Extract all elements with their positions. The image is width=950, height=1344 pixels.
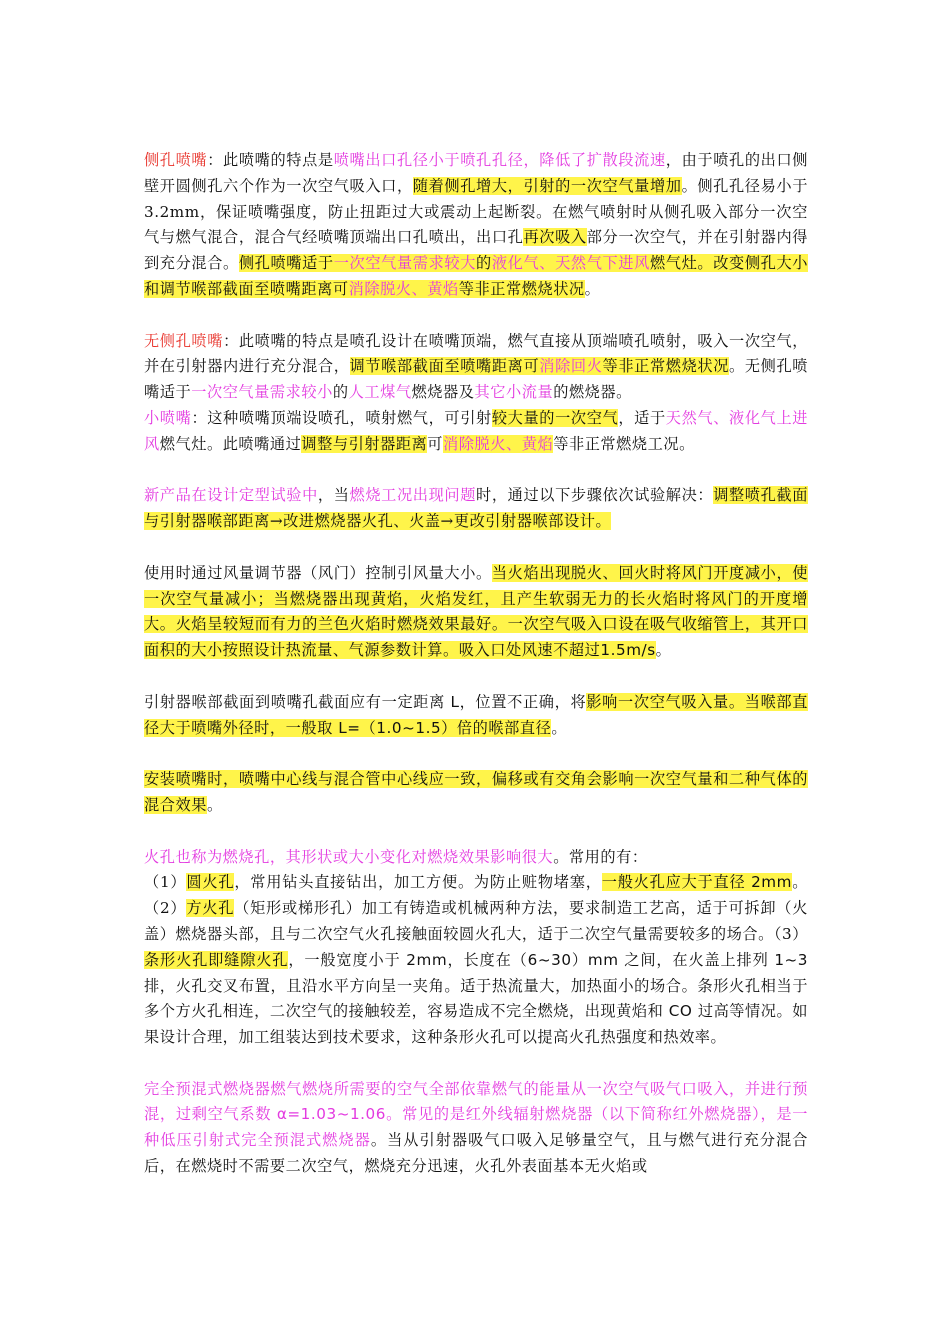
text-segment: 当火焰出现脱火、回火时将风门开度减小，使一次空气量减小；当燃烧器出现黄焰，火焰发红，且产生软弱无力的长火焰时将风门的开度增大。火焰呈较短而有力的兰色火焰时燃烧效果最好。一次空气吸入口设在吸气收缩管上，其开口面积的大小按照设计热流量、气源参数计算。吸入口处风速不超过 xyxy=(144,563,808,660)
paragraph-side-hole-nozzle xyxy=(144,148,814,303)
text-segment: 过高等情况。如果设计合理，加工组装达到技术要求，这种条形火孔可以提高火孔热强度和热效率。 xyxy=(144,1002,809,1047)
text-segment: 燃烧器及 xyxy=(411,383,475,402)
text-segment: 天然气、液化气上进风 xyxy=(144,408,809,453)
text-segment: 的 xyxy=(332,383,349,402)
text-segment: 1.5m/s xyxy=(600,641,656,660)
text-segment: 液化气、天然气下进风 xyxy=(491,254,650,273)
text-segment: α=1.03~1.06 xyxy=(276,1105,386,1124)
text-segment: 排，火孔交叉布置，且沿水平方向呈一夹角。适于热流量大，加热面小的场合。条形火孔相当于多个方火孔相连，二次空气的接触较差，容易造成不完全燃烧，出现黄焰和 xyxy=(144,950,814,1021)
text-segment: 小喷嘴 xyxy=(144,408,192,427)
text-segment: ，当 xyxy=(317,486,350,505)
text-segment: 调整喷孔截面与引射器喉部距离→改进燃烧器火孔、火盖→更改引射器喉部设计。 xyxy=(144,486,808,531)
text-segment: 燃气灶。改变侧孔大小和调节喉部截面至喷嘴距离可 xyxy=(144,254,808,298)
text-segment: 无侧孔喷嘴 xyxy=(144,331,224,350)
text-segment: 火孔也称为燃烧孔，其形状或大小变化对燃烧效果影响很大 xyxy=(144,847,554,866)
text-segment: 1~3 xyxy=(774,950,809,969)
paragraph-install-nozzle xyxy=(144,767,808,819)
text-segment: CO xyxy=(668,1002,693,1021)
text-segment: ：此喷嘴的特点是喷孔设计在喷嘴顶端，燃气直接从顶端喷孔喷射，吸入一次空气，并在引射器内进行充分混合， xyxy=(144,331,808,376)
text-segment: 。（2） xyxy=(144,873,808,918)
text-segment: 安装喷嘴时，喷嘴中心线与混合管中心线应一致，偏移或有交角会影响一次空气量和二种气体的混合效果 xyxy=(144,770,808,814)
text-segment: 方火孔 xyxy=(186,899,235,918)
text-segment: 燃烧工况出现问题 xyxy=(349,486,477,505)
text-segment: 侧孔喷嘴 xyxy=(144,151,208,169)
text-segment: ，常用钻头直接钻出，加工方便。为防止赃物堵塞， xyxy=(234,873,602,892)
text-segment: 。 xyxy=(584,279,601,298)
text-segment: ，长度在（ xyxy=(447,950,528,969)
text-segment: 可 xyxy=(427,434,444,453)
text-segment: 喷嘴出口孔径小于喷孔孔径，降低了扩散段流速 xyxy=(333,151,666,169)
text-segment: 圆火孔 xyxy=(186,873,235,892)
text-segment: ）倍的喉部直径 xyxy=(441,718,552,737)
text-segment: 时，通过以下步骤依次试验解决： xyxy=(476,486,714,505)
text-segment: 。 xyxy=(551,718,568,737)
text-segment: 6~30 xyxy=(527,950,572,969)
text-segment: 。 xyxy=(655,641,672,660)
text-segment: ，由于喷孔的出口侧壁开圆侧孔六个作为一次空气吸入口， xyxy=(144,151,809,195)
paragraph-throat-distance xyxy=(144,690,808,742)
text-segment: 较大量的一次空气 xyxy=(491,408,619,427)
text-segment: 调整与引射器距离 xyxy=(301,434,428,453)
text-segment: 消除脱火、黄焰 xyxy=(348,279,459,298)
text-segment: ，位置不正确，将 xyxy=(459,692,587,711)
text-segment: 。常见的是红外线辐射燃烧器（以下简称红外燃烧器），是一种低压引射式完全预混式燃烧器 xyxy=(144,1105,808,1150)
text-segment: （1） xyxy=(144,873,187,892)
text-segment: 之间，在火盖上排列 xyxy=(618,950,775,969)
text-segment: 的燃烧器。 xyxy=(553,383,632,402)
text-segment: L xyxy=(450,692,460,711)
text-segment: 人工煤气 xyxy=(348,383,412,402)
text-segment: 。当从引射器吸气口吸入足够量空气，且与燃气进行充分混合后，在燃烧时不需要二次空气，燃烧充分迅速，火孔外表面基本无火焰或 xyxy=(144,1131,808,1176)
text-segment: 随着侧孔增大，引射的一次空气量增加 xyxy=(412,176,682,195)
paragraph-small-nozzle xyxy=(144,406,808,458)
text-segment: 。侧孔孔径易小于 3.2mm，保证喷嘴强度，防止扭距过大或震动上起断裂。在燃气喷射时从侧孔吸入部分一次空气与燃气混合，混合气经喷嘴顶端出口孔喷出，出口孔 xyxy=(144,176,814,247)
paragraph-no-side-hole-nozzle xyxy=(144,329,808,406)
text-segment: 一次空气量需求较大 xyxy=(333,254,477,273)
text-segment: 再次吸入 xyxy=(523,228,587,247)
text-segment: 新产品在设计定型试验中 xyxy=(144,486,318,505)
text-segment: ，适于 xyxy=(618,408,666,427)
text-segment: ，一般宽度小于 xyxy=(288,950,407,969)
text-segment: 影响一次空气吸入量。当喉部直径大于喷嘴外径时，一般取 xyxy=(144,692,809,737)
text-segment: ：这种喷嘴顶端设喷孔，喷射燃气，可引射 xyxy=(191,408,492,427)
text-segment: 的 xyxy=(476,254,492,273)
text-segment: 调节喉部截面至喷嘴距离可 xyxy=(349,357,540,376)
text-segment: 消除脱火、黄焰 xyxy=(443,434,554,453)
text-segment: 一般火孔应大于直径 xyxy=(601,873,752,892)
document-page xyxy=(144,148,814,1180)
text-segment: 。常用的有： xyxy=(553,847,648,866)
text-segment: ：此喷嘴的特点是 xyxy=(207,151,334,169)
text-segment: 消除回火 xyxy=(539,357,603,376)
paragraph-premix-burner xyxy=(144,1077,808,1180)
text-segment: （ xyxy=(360,718,377,737)
text-segment: 等非正常燃烧状况 xyxy=(458,279,585,298)
text-segment: 。 xyxy=(206,795,223,814)
text-segment: 燃气灶。此喷嘴通过 xyxy=(159,434,302,453)
text-segment: 等非正常燃烧工况。 xyxy=(553,434,695,453)
paragraph-fire-hole-intro xyxy=(144,845,808,871)
text-segment: 2mm xyxy=(406,950,448,969)
text-segment: 部分一次空气，并在引射器内得到充分混合。 xyxy=(144,228,808,273)
text-segment: （矩形或梯形孔）加工有铸造或机械两种方法，要求制造工艺高，适于可拆卸（火盖）燃烧器头部，且与二次空气火孔接触面较圆火孔大，适于二次空气量需要较多的场合。（3） xyxy=(144,899,808,943)
text-segment: 引射器喉部截面到喷嘴孔截面应有一定距离 xyxy=(144,692,451,711)
text-segment: mm xyxy=(587,950,619,969)
text-segment: 完全预混式燃烧器燃气燃烧所需要的空气全部依靠燃气的能量从一次空气吸气口吸入，并进行预混，过剩空气系数 xyxy=(144,1079,808,1124)
text-segment: 一次空气量需求较小 xyxy=(191,383,333,402)
text-segment: 条形火孔即缝隙火孔 xyxy=(144,950,289,969)
text-segment: 等非正常燃烧状况 xyxy=(602,357,730,376)
text-segment: ） xyxy=(571,950,588,969)
paragraph-air-regulator xyxy=(144,561,808,664)
text-segment: 2mm xyxy=(751,873,792,892)
text-segment: 使用时通过风量调节器（风门）控制引风量大小。 xyxy=(144,563,492,582)
text-segment: 1.0~1.5 xyxy=(376,718,442,737)
text-segment: 。无侧孔喷嘴适于 xyxy=(144,357,809,402)
text-segment: 侧孔喷嘴适于 xyxy=(238,254,334,273)
text-segment: L= xyxy=(338,718,361,737)
paragraph-fire-hole-types xyxy=(144,870,814,1051)
paragraph-new-product-test xyxy=(144,483,808,535)
text-segment: 其它小流量 xyxy=(474,383,554,402)
